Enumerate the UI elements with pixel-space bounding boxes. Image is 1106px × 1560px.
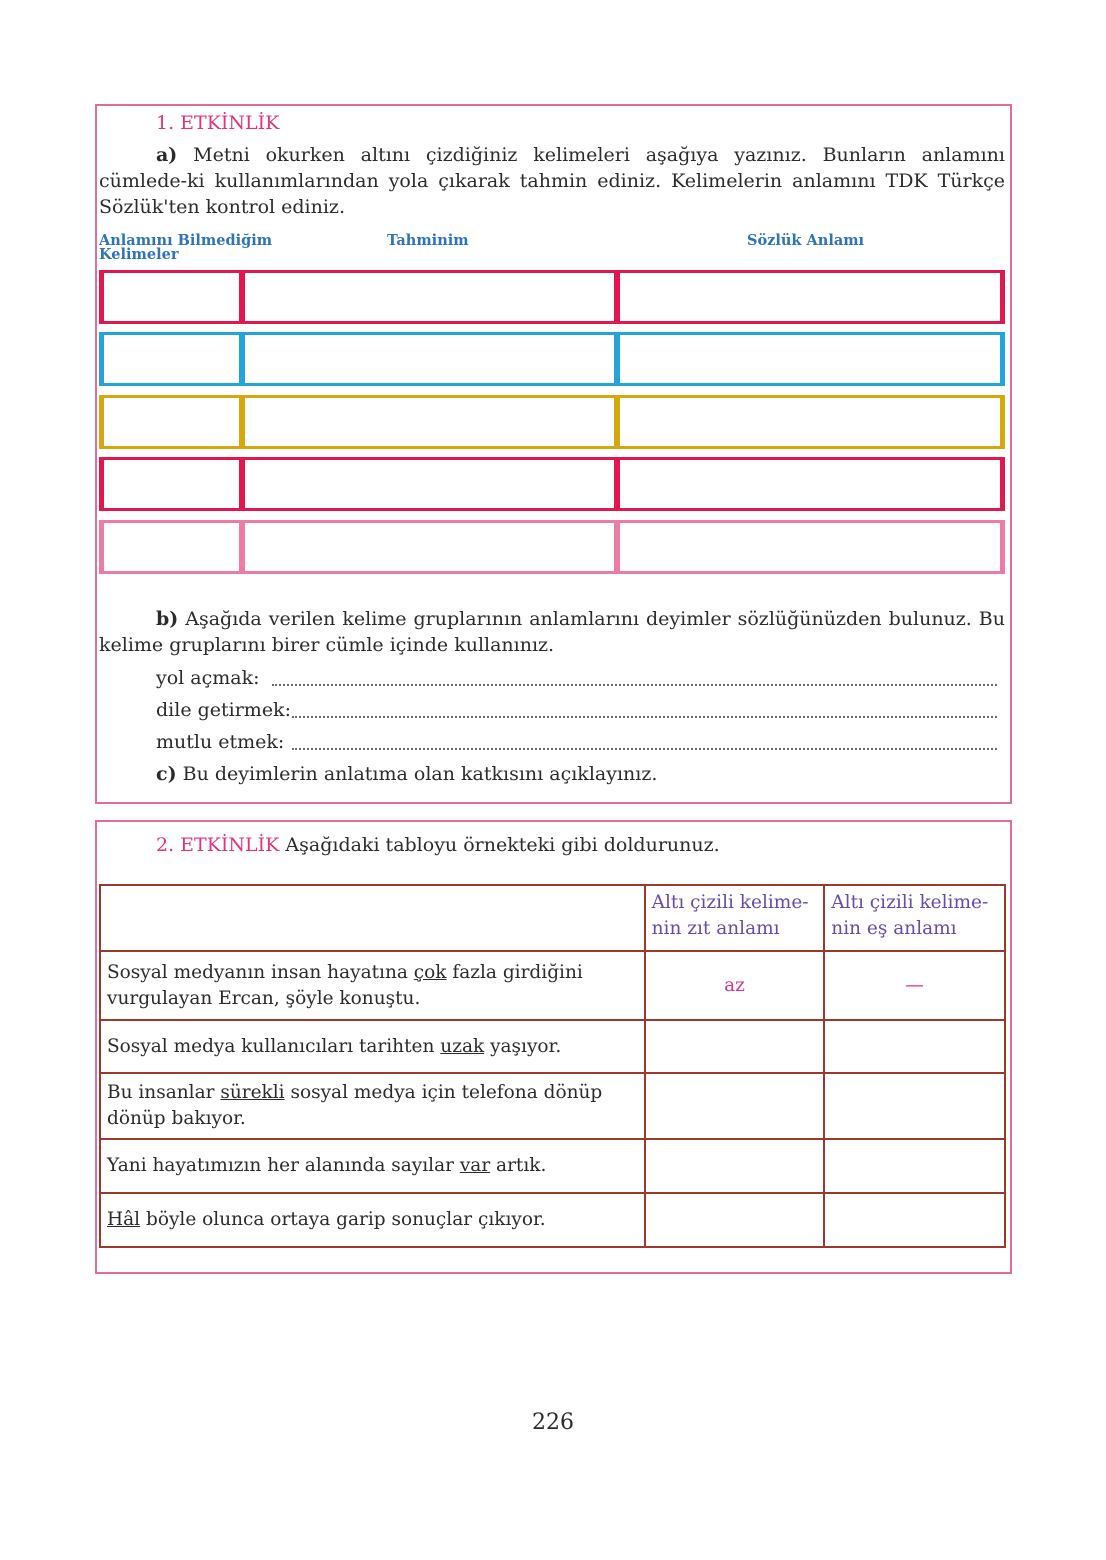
- part-c-label: c): [156, 763, 177, 785]
- activity-1-part-c: [156, 761, 657, 787]
- vocabulary-row: [99, 332, 1005, 386]
- synonym-cell[interactable]: —: [824, 951, 1005, 1020]
- activity-2-title: 2. ETKİNLİK: [156, 834, 280, 856]
- sentence-text: sosyal medya için telefona dönüp dönüp bakıyor.: [107, 1082, 603, 1129]
- antonym-cell[interactable]: [645, 1073, 825, 1139]
- antonym-cell[interactable]: [645, 1020, 825, 1073]
- antonym-cell[interactable]: [645, 1139, 825, 1193]
- dictionary-meaning-cell[interactable]: [615, 395, 1005, 449]
- underlined-word: sürekli: [220, 1082, 285, 1103]
- sentence-cell: [100, 1139, 645, 1193]
- answer-line-1[interactable]: [272, 684, 997, 686]
- header-cell-synonym: Altı çizili kelime-nin eş anlamı: [824, 885, 1005, 951]
- sentence-cell: [100, 951, 645, 1020]
- activity-1-title: 1. ETKİNLİK: [156, 112, 280, 134]
- header-cell-sentence: [100, 885, 645, 951]
- vocabulary-row: [99, 457, 1005, 511]
- part-a-label: a): [156, 144, 178, 166]
- underlined-word: Hâl: [107, 1209, 141, 1230]
- unknown-word-cell[interactable]: [99, 520, 242, 574]
- answer-line-3[interactable]: [292, 748, 997, 750]
- sentence-text: artık.: [490, 1155, 547, 1176]
- dictionary-meaning-cell[interactable]: [615, 520, 1005, 574]
- table-row: [100, 951, 1005, 1020]
- sentence-text: Bu insanlar: [107, 1082, 221, 1103]
- antonym-cell[interactable]: az: [645, 951, 825, 1020]
- guess-cell[interactable]: [240, 332, 617, 386]
- table-row: [100, 1073, 1005, 1139]
- dictionary-meaning-cell[interactable]: [615, 270, 1005, 324]
- page-number: 226: [532, 1410, 574, 1435]
- unknown-word-cell[interactable]: [99, 332, 242, 386]
- idiom-label-2: dile getirmek:: [156, 699, 291, 721]
- sentence-text: böyle olunca ortaya garip sonuçlar çıkıyor.: [140, 1209, 546, 1230]
- unknown-word-cell[interactable]: [99, 395, 242, 449]
- idiom-label-1: yol açmak:: [156, 667, 260, 689]
- antonym-cell[interactable]: [645, 1193, 825, 1247]
- idiom-label-3: mutlu etmek:: [156, 731, 285, 753]
- guess-cell[interactable]: [240, 520, 617, 574]
- activity-2-heading: [156, 832, 720, 858]
- part-b-text: Aşağıda verilen kelime gruplarının anlamlarını deyimler sözlüğünüzden bulunuz. Bu kelime gruplarını birer cümle içinde kullanınız.: [99, 608, 1005, 656]
- synonym-cell[interactable]: [824, 1073, 1005, 1139]
- guess-cell[interactable]: [240, 395, 617, 449]
- part-b-label: b): [156, 608, 179, 630]
- dictionary-meaning-cell[interactable]: [615, 332, 1005, 386]
- table-row: [100, 1020, 1005, 1073]
- table-header-row: [100, 885, 1005, 951]
- unknown-word-cell[interactable]: [99, 457, 242, 511]
- sentence-text: Yani hayatımızın her alanında sayılar: [107, 1155, 460, 1176]
- synonym-cell[interactable]: [824, 1020, 1005, 1073]
- sentence-text: Sosyal medyanın insan hayatına: [107, 961, 414, 983]
- sentence-text: yaşıyor.: [484, 1035, 562, 1057]
- dictionary-meaning-cell[interactable]: [615, 457, 1005, 511]
- sentence-text: Sosyal medya kullanıcıları tarihten: [107, 1035, 441, 1057]
- antonym-synonym-table: [99, 884, 1006, 1248]
- table-row: [100, 1139, 1005, 1193]
- sentence-cell: [100, 1073, 645, 1139]
- synonym-cell[interactable]: [824, 1193, 1005, 1247]
- sentence-text: fazla girdiğini vurgulayan Ercan, şöyle konuştu.: [107, 961, 583, 1009]
- sentence-cell: [100, 1020, 645, 1073]
- unknown-word-cell[interactable]: [99, 270, 242, 324]
- vocabulary-row: [99, 395, 1005, 449]
- synonym-cell[interactable]: [824, 1139, 1005, 1193]
- underlined-word: uzak: [440, 1035, 485, 1057]
- column-header-guess: Tahminim: [387, 232, 469, 249]
- column-header-dictionary-meaning: Sözlük Anlamı: [747, 232, 865, 249]
- activity-1-part-a: [99, 142, 1005, 220]
- underlined-word: var: [459, 1155, 491, 1176]
- header-cell-antonym: Altı çizili kelime-nin zıt anlamı: [645, 885, 825, 951]
- activity-2-instruction: Aşağıdaki tabloyu örnekteki gibi doldurunuz.: [279, 834, 720, 856]
- guess-cell[interactable]: [240, 270, 617, 324]
- underlined-word: çok: [413, 961, 447, 983]
- table-row: [100, 1193, 1005, 1247]
- answer-line-2[interactable]: [292, 716, 997, 718]
- column-header-unknown-words: Anlamını Bilmediğim Kelimeler: [99, 232, 273, 263]
- guess-cell[interactable]: [240, 457, 617, 511]
- vocabulary-row: [99, 520, 1005, 574]
- part-c-text: Bu deyimlerin anlatıma olan katkısını açıklayınız.: [176, 763, 658, 785]
- activity-1-part-b: [99, 606, 1005, 658]
- part-a-text: Metni okurken altını çizdiğiniz kelimeleri aşağıya yazınız. Bunların anlamını cümlede-ki kullanımlarından yola çıkarak tahmin ediniz. Kelimelerin anlamını TDK Türkçe Sözlük'ten kontrol ediniz.: [99, 144, 1005, 218]
- sentence-cell: [100, 1193, 645, 1247]
- vocabulary-row: [99, 270, 1005, 324]
